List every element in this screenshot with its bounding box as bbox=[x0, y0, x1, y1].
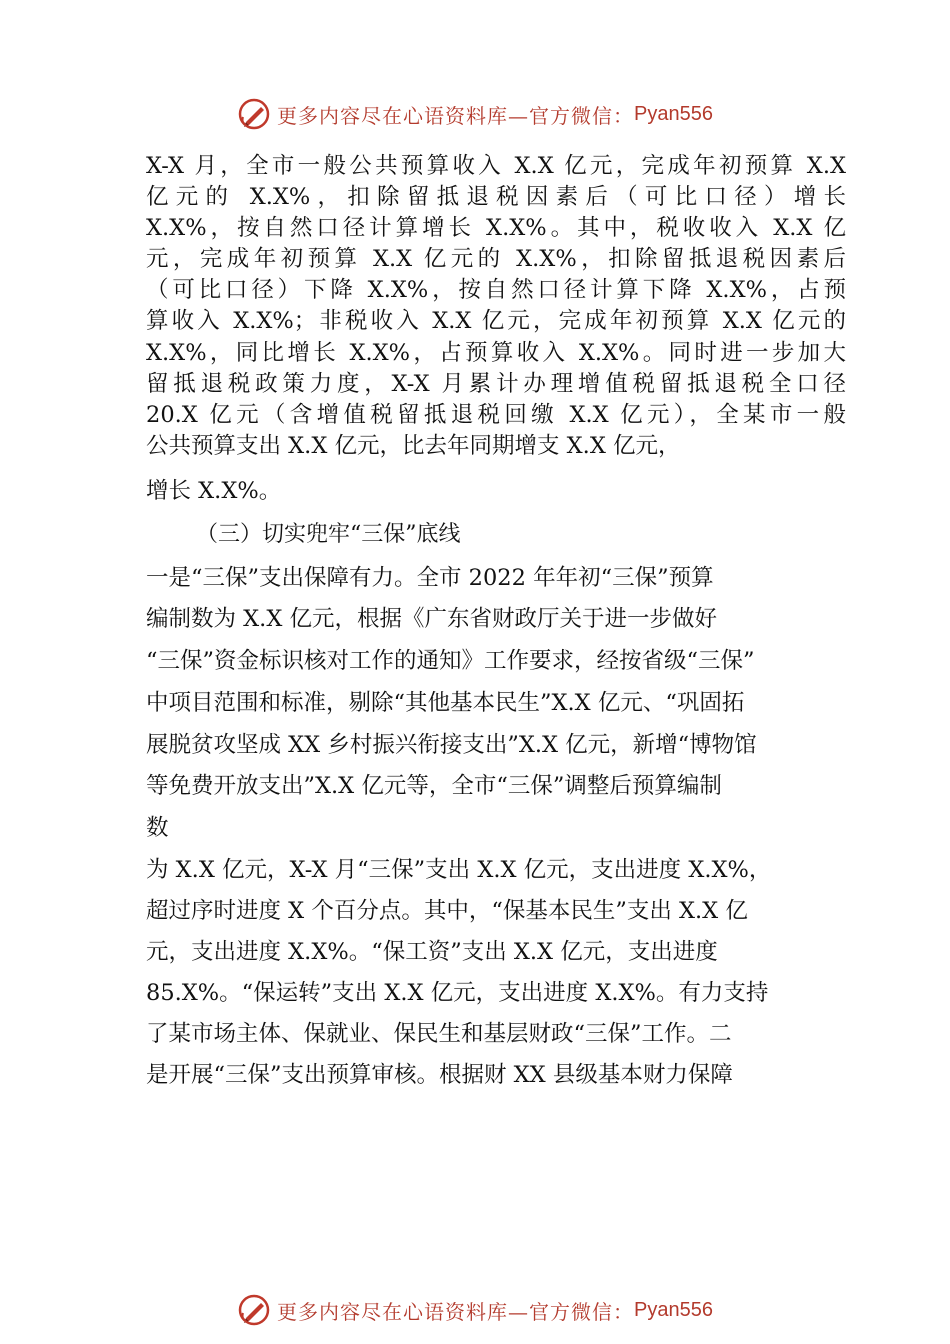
banner-text: 更多内容尽在心语资料库—官方微信： bbox=[277, 103, 635, 128]
text-line: 展脱贫攻坚成 XX 乡村振兴衔接支出”X.X 亿元，新增“博物馆 bbox=[146, 732, 757, 758]
text-line: 编制数为 X.X 亿元，根据《广东省财政厅关于进一步做好 bbox=[146, 606, 717, 632]
header-banner bbox=[0, 94, 950, 134]
text-line: “三保”资金标识核对工作的通知》工作要求，经按省级“三保” bbox=[146, 648, 755, 674]
text-line: 是开展“三保”支出预算审核。根据财 XX 县级基本财力保障 bbox=[146, 1062, 733, 1088]
text-line: 85.X%。“保运转”支出 X.X 亿元，支出进度 X.X%。有力支持 bbox=[146, 980, 769, 1006]
text-line: 公共预算支出 X.X 亿元，比去年同期增支 X.X 亿元， bbox=[146, 433, 681, 459]
text-line: 一是“三保”支出保障有力。全市 2022 年年初“三保”预算 bbox=[146, 565, 714, 591]
banner-wechat-id: Pyan556 bbox=[634, 1298, 713, 1321]
text-line: 算收入 X.X%；非税收入 X.X 亿元，完成年初预算 X.X 亿元的 bbox=[146, 308, 846, 334]
text-line: 留抵退税政策力度，X-X 月累计办理增值税留抵退税全口径 bbox=[146, 371, 846, 397]
pen-logo-icon bbox=[237, 97, 271, 131]
footer-banner bbox=[0, 1290, 950, 1330]
text-line: （可比口径）下降 X.X%，按自然口径计算下降 X.X%，占预 bbox=[146, 277, 846, 303]
text-line: 中项目范围和标准，剔除“其他基本民生”X.X 亿元、“巩固拓 bbox=[146, 690, 745, 716]
section-heading: （三）切实兜牢“三保”底线 bbox=[196, 522, 461, 547]
text-line: 亿元的 X.X%，扣除留抵退税因素后（可比口径）增长 bbox=[146, 184, 846, 210]
text-line: 为 X.X 亿元，X-X 月“三保”支出 X.X 亿元，支出进度 X.X%， bbox=[146, 857, 772, 883]
text-line: 超过序时进度 X 个百分点。其中，“保基本民生”支出 X.X 亿 bbox=[146, 898, 748, 924]
text-line: 增长 X.X%。 bbox=[146, 478, 282, 504]
text-line: 数 bbox=[146, 815, 169, 841]
text-line: 元，完成年初预算 X.X 亿元的 X.X%，扣除留抵退税因素后 bbox=[146, 246, 846, 272]
pen-logo-icon bbox=[237, 1293, 271, 1327]
text-line: 等免费开放支出”X.X 亿元等，全市“三保”调整后预算编制 bbox=[146, 773, 722, 799]
text-line: 20.X 亿元（含增值税留抵退税回缴 X.X 亿元），全某市一般 bbox=[146, 402, 846, 428]
text-line: 了某市场主体、保就业、保民生和基层财政“三保”工作。二 bbox=[146, 1021, 732, 1047]
text-line: X.X%，同比增长 X.X%，占预算收入 X.X%。同时进一步加大 bbox=[146, 340, 846, 366]
text-line: 元，支出进度 X.X%。“保工资”支出 X.X 亿元，支出进度 bbox=[146, 939, 718, 965]
banner-wechat-id: Pyan556 bbox=[634, 102, 713, 125]
text-line: X.X%，按自然口径计算增长 X.X%。其中，税收收入 X.X 亿 bbox=[146, 215, 846, 241]
banner-text: 更多内容尽在心语资料库—官方微信： bbox=[277, 1299, 635, 1324]
text-line: X-X 月，全市一般公共预算收入 X.X 亿元，完成年初预算 X.X bbox=[146, 153, 846, 179]
